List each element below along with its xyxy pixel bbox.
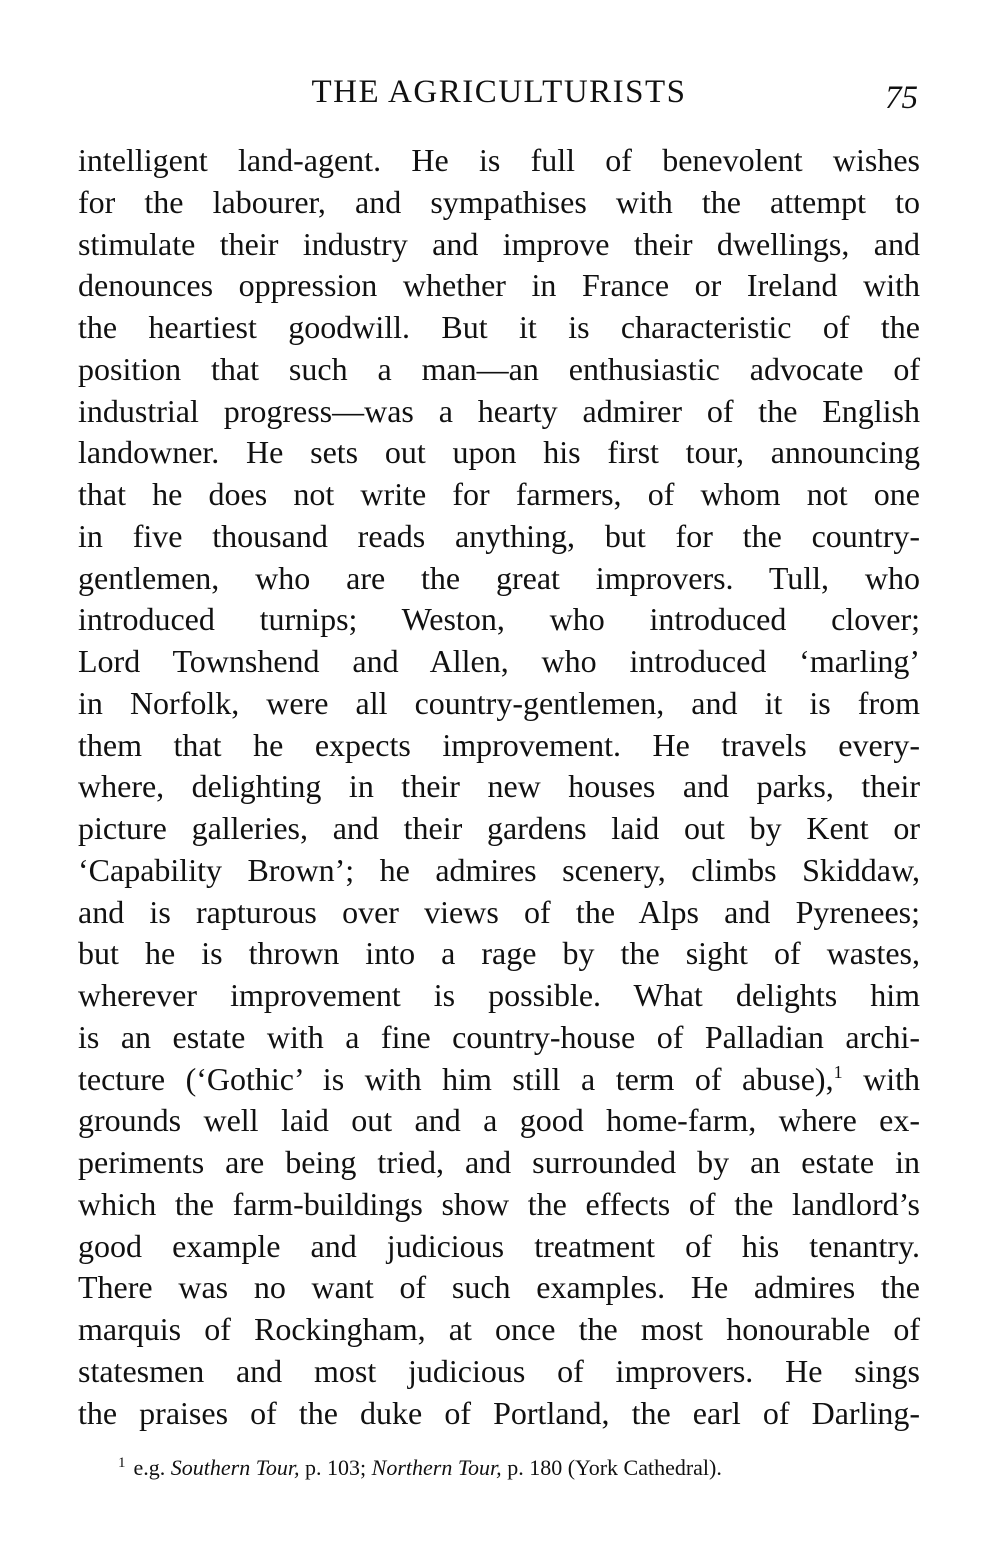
text-line: intelligent land-agent. He is full of benevolent wishes: [78, 142, 920, 178]
text-line: but he is thrown into a rage by the sight of wastes,: [78, 935, 920, 972]
text-line: where, delighting in their new houses and parks, their: [78, 768, 920, 805]
text-line: in Norfolk, were all country-gentlemen, and it is from: [78, 684, 920, 721]
text-line: which the farm-buildings show the effects of the landlord’s: [78, 1185, 920, 1222]
text-line: denounces oppression whether in France or Ireland with: [78, 267, 920, 304]
text-line: the heartiest goodwill. But it is characteristic of the: [78, 309, 920, 345]
footnote-number: 1: [118, 1455, 126, 1471]
text-line: the praises of the duke of Portland, the earl of Darling-: [78, 1394, 920, 1431]
running-head: [78, 70, 920, 114]
body-text: [78, 140, 920, 1434]
text-line: them that he expects improvement. He travels every-: [78, 726, 920, 763]
footnote-work-northern: Northern Tour,: [371, 1455, 502, 1480]
text-line: industrial progress—was a hearty admirer of the English: [78, 392, 920, 429]
footnote-reference[interactable]: 1: [833, 1061, 843, 1082]
text-line: position that such a man—an enthusiastic advocate of: [78, 350, 920, 387]
text-line-with-footnote: [78, 1059, 920, 1101]
text-line: introduced turnips; Weston, who introduced clover;: [78, 601, 920, 638]
text-line: There was no want of such examples. He admires the: [78, 1269, 920, 1306]
text-line: marquis of Rockingham, at once the most honourable of: [78, 1311, 920, 1347]
text-line: stimulate their industry and improve their dwellings, and: [78, 225, 920, 262]
text-line: landowner. He sets out upon his first tour, announcing: [78, 434, 920, 471]
text-line: is an estate with a fine country-house of Palladian archi-: [78, 1018, 920, 1055]
text-line: in five thousand reads anything, but for the country-: [78, 517, 920, 554]
text-line: for the labourer, and sympathises with the attempt to: [78, 183, 920, 220]
text-line: gentlemen, who are the great improvers. Tull, who: [78, 559, 920, 596]
text-line: statesmen and most judicious of improvers. He sings: [78, 1352, 920, 1389]
text-line-part: tecture (‘Gothic’ is with him still a term of abuse),: [78, 1060, 834, 1097]
footnote-work-southern: Southern Tour,: [170, 1455, 300, 1480]
text-line: Lord Townshend and Allen, who introduced ‘marling’: [78, 643, 920, 679]
text-line: that he does not write for farmers, of whom not one: [78, 476, 920, 512]
text-line: and is rapturous over views of the Alps and Pyrenees;: [78, 893, 920, 930]
text-line: ‘Capability Brown’; he admires scenery, climbs Skiddaw,: [78, 851, 920, 888]
text-line-tail: with: [842, 1060, 921, 1097]
footnote-ref-northern: p. 180 (York Cathedral).: [501, 1455, 722, 1480]
footnote: [118, 1448, 918, 1483]
text-line: grounds well laid out and a good home-farm, where ex-: [78, 1102, 920, 1139]
footnote-prefix: e.g.: [133, 1455, 171, 1480]
text-line: picture galleries, and their gardens laid out by Kent or: [78, 810, 920, 846]
text-line: good example and judicious treatment of his tenantry.: [78, 1227, 920, 1264]
footnote-ref-southern: p. 103;: [299, 1455, 372, 1480]
text-line: periments are being tried, and surrounded by an estate in: [78, 1144, 920, 1180]
text-line: wherever improvement is possible. What delights him: [78, 977, 920, 1013]
page-number: 75: [885, 80, 918, 116]
running-title: THE AGRICULTURISTS: [311, 74, 687, 110]
